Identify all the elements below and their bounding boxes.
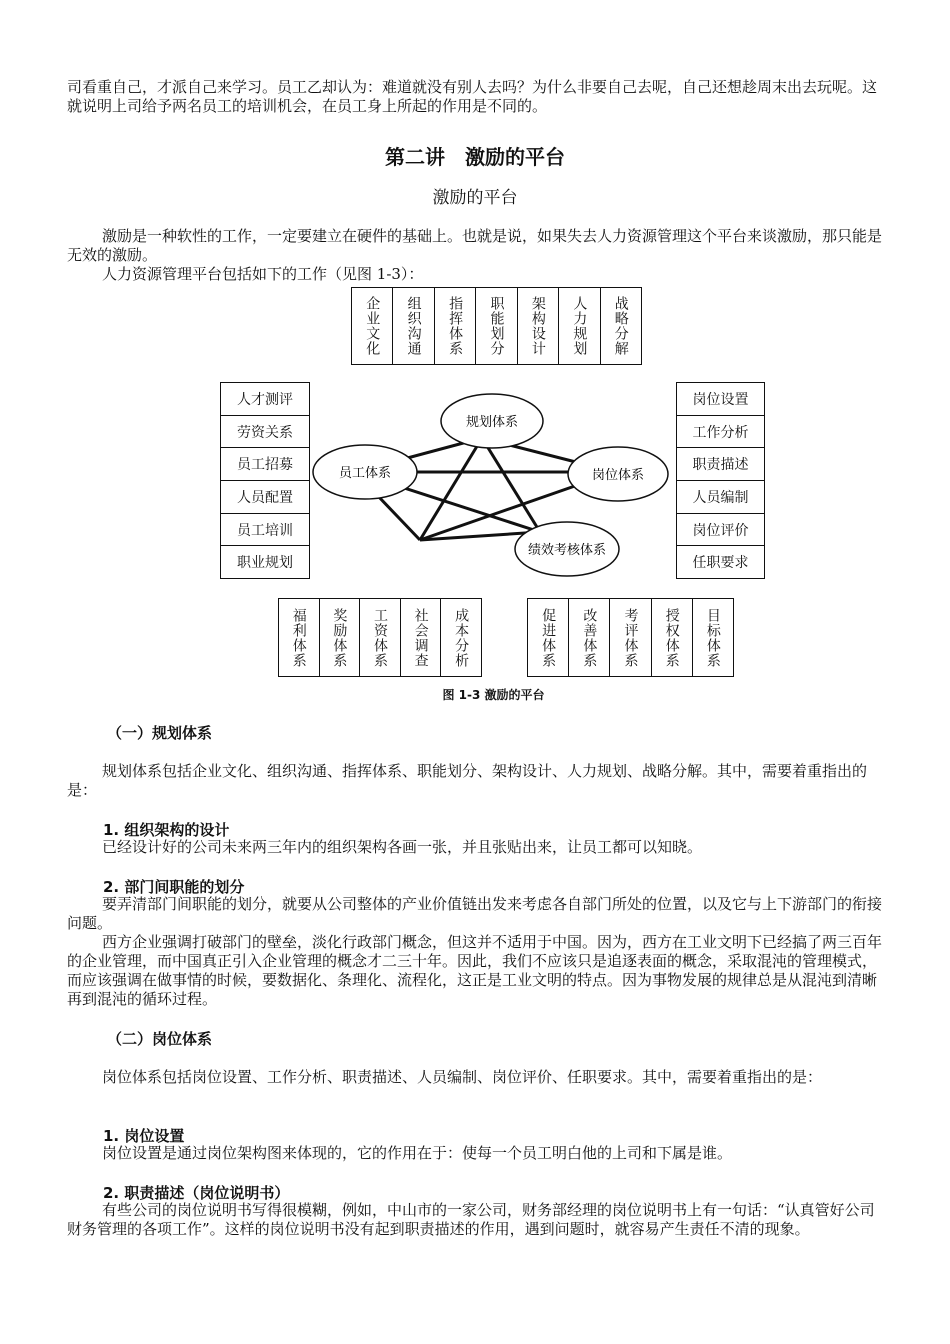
section-2-paragraph: 岗位体系包括岗位设置、工作分析、职责描述、人员编制、岗位评价、任职要求。其中，需要着重指出的是： [102,1068,823,1086]
section-1-sub-1-paragraph: 已经设计好的公司未来两三年内的组织架构各画一张，并且张贴出来，让员工都可以知晓。 [102,838,703,856]
left-item: 人员配置 [221,480,309,513]
bottom-right-item: 改善体系 [568,599,609,676]
bottom-right-item: 目标体系 [692,599,733,676]
top-item-box [351,287,642,365]
top-item: 组织沟通 [392,288,433,364]
paragraph-2: 人力资源管理平台包括如下的工作（见图 1-3）： [102,265,424,283]
paragraph-1: 激励是一种软性的工作，一定要建立在硬件的基础上。也就是说，如果失去人力资源管理这个平台来谈激励，那只能是无效的激励。 [67,227,883,264]
section-1-sub-2-paragraph-2: 西方企业强调打破部门的壁垒，淡化行政部门概念，但这并不适用于中国。因为，西方在工业文明下已经搞了两三百年的企业管理，而中国真正引入企业管理的概念才二三十年。因此，我们不应该只是追逐表面的概念，采取混沌的管理模式，而应该强调在做事情的时候，要数据化、条理化、流程化，这正是工业文明的特点。因为事物发展的规律总是从混沌到清晰再到混沌的循环过程。 [67,933,883,1008]
bottom-right-item: 授权体系 [651,599,692,676]
section-1-sub-2-paragraph-1: 要弄清部门间职能的划分，就要从公司整体的产业价值链出发来考虑各自部门所处的位置，以及它与上下游部门的衔接问题。 [67,895,883,932]
left-item: 职业规划 [221,545,309,578]
left-item: 劳资关系 [221,415,309,448]
section-1-sub-2-title: 2. 部门间职能的划分 [103,878,245,896]
bottom-left-item: 工资体系 [359,599,400,676]
node-employee-label: 员工体系 [338,466,392,481]
bottom-left-item: 成本分析 [440,599,481,676]
top-item: 企业文化 [364,296,381,356]
section-2-sub-2-title: 2. 职责描述（岗位说明书） [103,1184,290,1202]
section-2-sub-1-paragraph: 岗位设置是通过岗位架构图来体现的，它的作用在于：使每一个员工明白他的上司和下属是谁。 [102,1144,733,1162]
left-item: 人才测评 [237,391,293,408]
top-item: 人力规划 [558,288,599,364]
bottom-left-item: 奖励体系 [319,599,360,676]
right-item: 岗位评价 [677,513,764,546]
right-item: 任职要求 [677,545,764,578]
left-item: 员工培训 [221,513,309,546]
bottom-left-item: 社会调查 [400,599,441,676]
bottom-right-item: 考评体系 [609,599,650,676]
bottom-right-item-box [527,598,734,677]
bottom-right-item: 促进体系 [540,607,557,668]
section-1-title: （一）规划体系 [107,724,213,742]
left-item-box [220,382,310,579]
section-2-sub-1-title: 1. 岗位设置 [103,1127,185,1145]
intro-paragraph: 司看重自己，才派自己来学习。员工乙却认为：难道就没有别人去吗？为什么非要自己去呢，自己还想趁周末出去玩呢。这就说明上司给予两名员工的培训机会，在员工身上所起的作用是不同的。 [67,78,878,115]
figure-caption: 图 1-3 激励的平台 [442,688,545,702]
top-item: 职能划分 [475,288,516,364]
node-position-label: 岗位体系 [591,468,645,483]
right-item: 人员编制 [677,480,764,513]
section-1-paragraph: 规划体系包括企业文化、组织沟通、指挥体系、职能划分、架构设计、人力规划、战略分解。其中，需要着重指出的是： [67,762,868,799]
right-item: 岗位设置 [692,391,749,408]
right-item: 工作分析 [677,415,764,448]
node-planning-label: 规划体系 [465,415,519,430]
right-item: 职责描述 [677,447,764,480]
section-2-sub-2-paragraph: 有些公司的岗位说明书写得很模糊，例如，中山市的一家公司，财务部经理的岗位说明书上有一句话：“认真管好公司财务管理的各项工作”。这样的岗位说明书没有起到职责描述的作用，遇到问题时，就容易产生责任不清的现象。 [67,1201,875,1238]
top-item: 战略分解 [600,288,641,364]
lecture-title: 第二讲 激励的平台 [385,145,565,169]
section-1-sub-1-title: 1. 组织架构的设计 [103,821,230,839]
top-item: 架构设计 [517,288,558,364]
top-item: 指挥体系 [434,288,475,364]
bottom-left-item: 福利体系 [290,607,307,668]
node-performance-label: 绩效考核体系 [527,543,607,558]
pentagram-diagram [300,380,690,585]
section-2-title: （二）岗位体系 [107,1030,213,1048]
bottom-left-item-box [278,598,482,677]
section-title: 激励的平台 [432,188,518,208]
left-item: 员工招募 [221,447,309,480]
